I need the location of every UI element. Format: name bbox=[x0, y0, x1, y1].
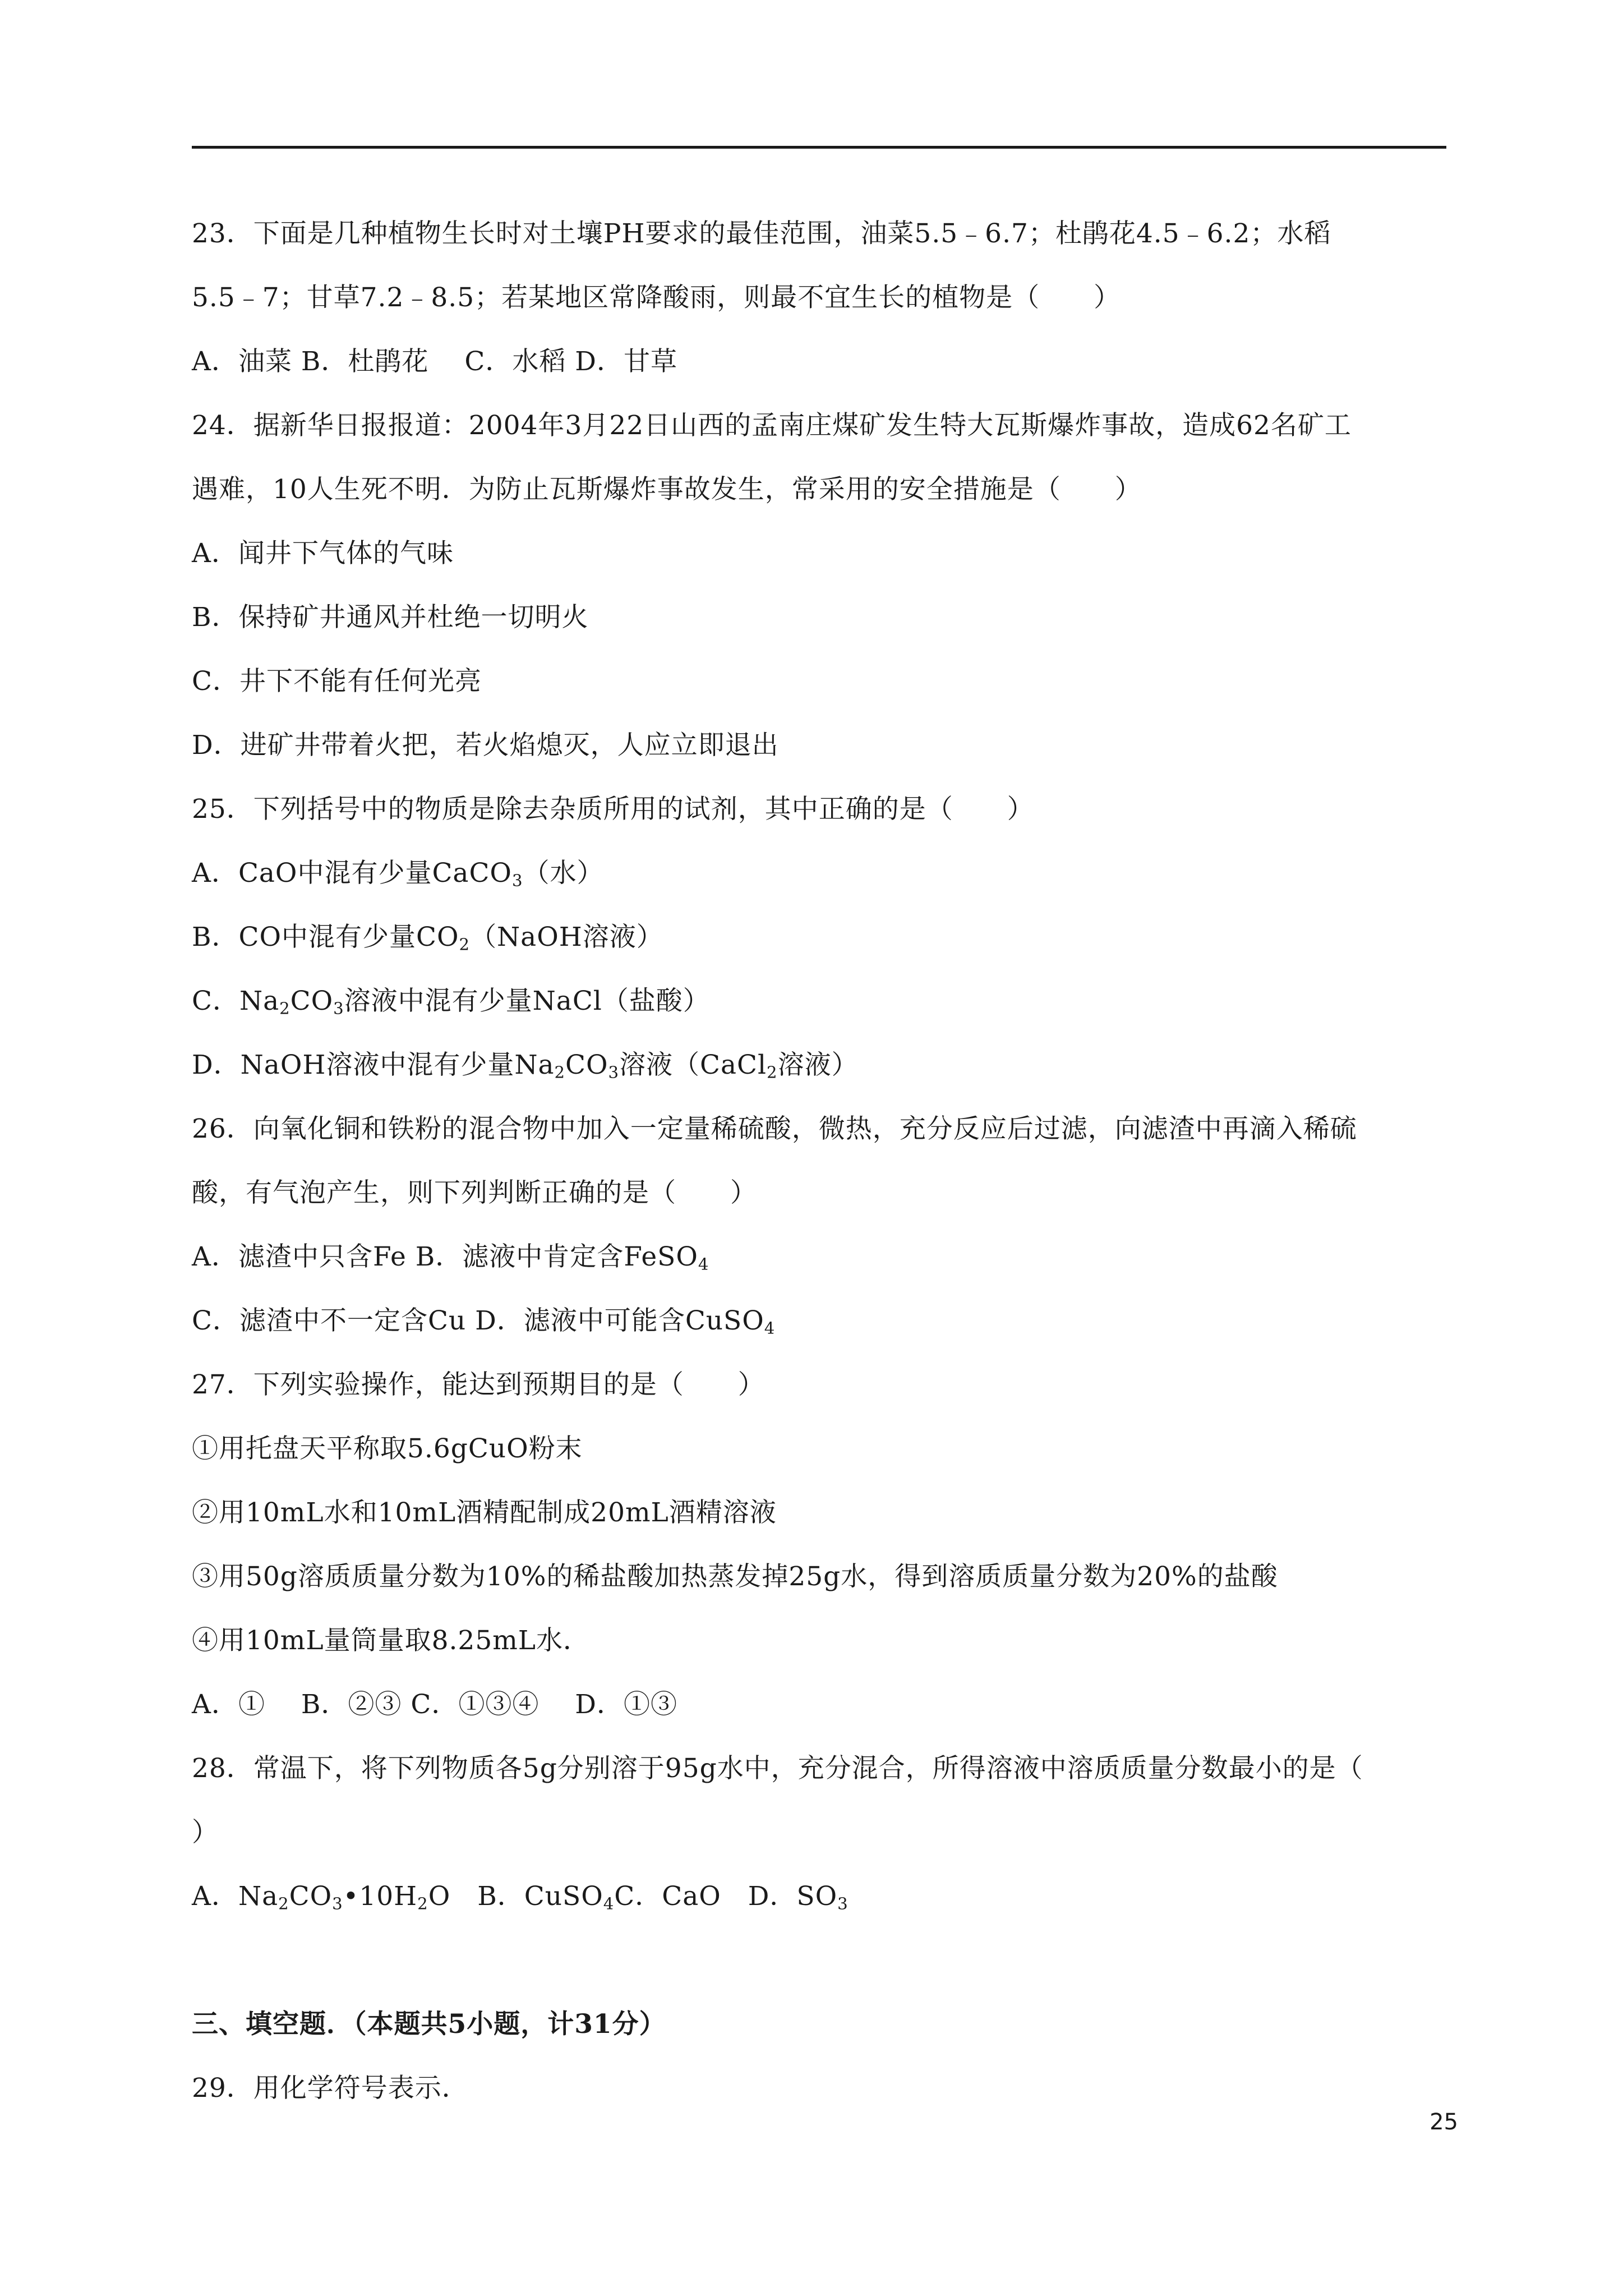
q25-option-a: A．CaO中混有少量CaCO$_3$（水） bbox=[192, 858, 604, 890]
q26-stem-line1: 26．向氧化铜和铁粉的混合物中加入一定量稀硫酸，微热，充分反应后过滤，向滤渣中再滴入稀硫 bbox=[192, 1114, 1357, 1144]
q24-option-a: A．闻井下气体的气味 bbox=[192, 538, 454, 569]
q26-stem-line2: 酸，有气泡产生，则下列判断正确的是（ ） bbox=[192, 1177, 757, 1208]
q23-stem-line1: 23．下面是几种植物生长时对土壤PH要求的最佳范围，油菜5.5﹣6.7；杜鹃花4.5﹣6.2；水稻 bbox=[192, 218, 1331, 249]
section-gap bbox=[192, 1929, 1448, 1993]
q26-options-ab: A．滤渣中只含Fe B．滤液中肯定含FeSO$_4$ bbox=[192, 1241, 709, 1274]
q25-option-d: D．NaOH溶液中混有少量$Na_2CO_3$溶液（CaCl$_2$溶液） bbox=[192, 1050, 859, 1082]
q25-option-c: C．$Na_2CO_3$溶液中混有少量NaCl（盐酸） bbox=[192, 986, 710, 1018]
q24-stem-line2: 遇难，10人生死不明．为防止瓦斯爆炸事故发生，常采用的安全措施是（ ） bbox=[192, 474, 1142, 505]
q24-stem-line1: 24．据新华日报报道：2004年3月22日山西的孟南庄煤矿发生特大瓦斯爆炸事故，造成62名矿工 bbox=[192, 410, 1352, 441]
q28-options: A．$Na_2CO_3•10H_2O$ B．CuSO$_4$C．CaO D．$SO_3$ bbox=[192, 1881, 849, 1913]
q25-option-b: B．CO中混有少量$CO_2(NaOH$溶液） bbox=[192, 922, 663, 954]
q27-options: A．① B．②③ C．①③④ D．①③ bbox=[192, 1689, 677, 1720]
page-number: 25 bbox=[1430, 2109, 1458, 2135]
q25-stem: 25．下列括号中的物质是除去杂质所用的试剂，其中正确的是（ ） bbox=[192, 794, 1034, 825]
q23-options: A．油菜 B．杜鹃花 C．水稻 D．甘草 bbox=[192, 346, 677, 377]
q28-stem-line1: 28．常温下，将下列物质各5g分别溶于95g水中，充分混合，所得溶液中溶质质量分数最小的是（ bbox=[192, 1753, 1363, 1784]
header-rule bbox=[192, 146, 1446, 149]
section-3-heading: 三、填空题．（本题共5小题，计31分） bbox=[192, 2009, 666, 2040]
q27-stem: 27．下列实验操作，能达到预期目的是（ ） bbox=[192, 1369, 765, 1400]
q24-option-b: B．保持矿井通风并杜绝一切明火 bbox=[192, 602, 589, 633]
exam-content bbox=[192, 202, 1448, 2120]
q28-stem-line2: ） bbox=[192, 1817, 219, 1848]
q27-item-3: ③用50g溶质质量分数为10%的稀盐酸加热蒸发掉25g水，得到溶质质量分数为20%的盐酸 bbox=[192, 1561, 1278, 1592]
q27-item-4: ④用10mL量筒量取8.25mL水． bbox=[192, 1625, 591, 1656]
q27-item-2: ②用10mL水和10mL酒精配制成20mL酒精溶液 bbox=[192, 1497, 777, 1528]
q23-stem-line2: 5.5﹣7；甘草7.2﹣8.5；若某地区常降酸雨，则最不宜生长的植物是（ ） bbox=[192, 282, 1121, 313]
q29-stem: 29．用化学符号表示． bbox=[192, 2073, 469, 2104]
q27-item-1: ①用托盘天平称取5.6gCuO粉末 bbox=[192, 1433, 583, 1464]
q24-option-d: D．进矿井带着火把，若火焰熄灭，人应立即退出 bbox=[192, 730, 779, 761]
q24-option-c: C．井下不能有任何光亮 bbox=[192, 666, 482, 697]
q26-options-cd: C．滤渣中不一定含Cu D．滤液中可能含CuSO$_4$ bbox=[192, 1305, 776, 1338]
